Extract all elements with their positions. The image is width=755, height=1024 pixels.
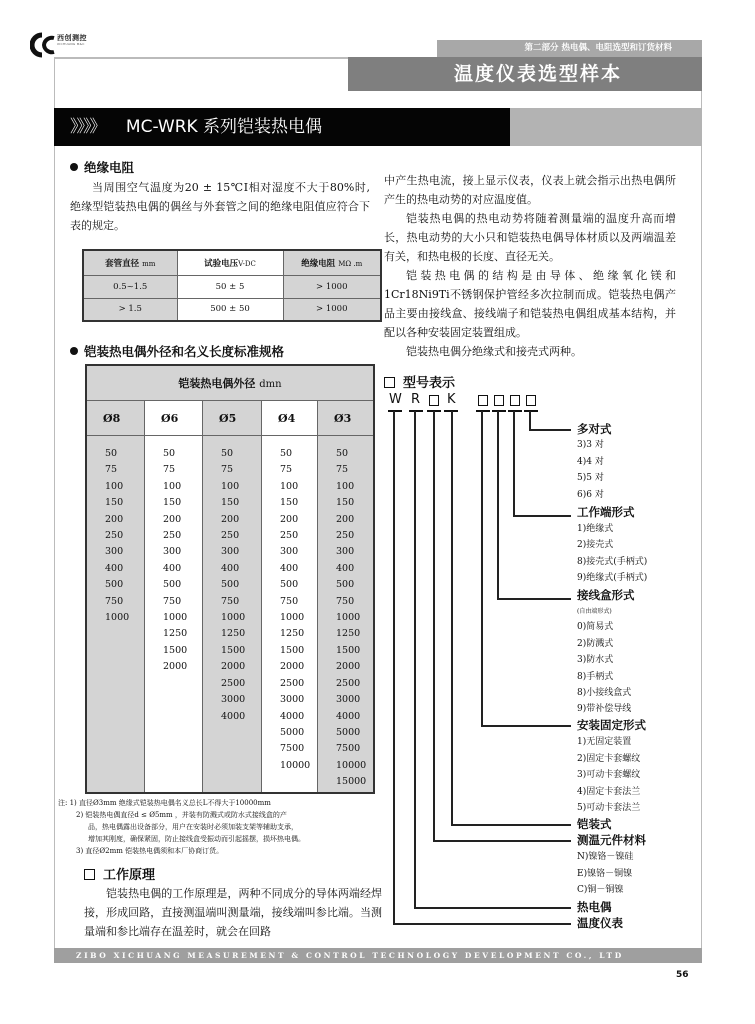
insulation-heading: 绝缘电阻 (70, 158, 134, 176)
code-placeholder-icon (429, 395, 439, 406)
length-value: 400 (221, 562, 240, 574)
length-value: 750 (163, 595, 182, 607)
length-value: 75 (221, 464, 234, 476)
length-value: 100 (280, 480, 299, 492)
principle-text-types: 铠装热电偶分绝缘式和接壳式两种。 (406, 345, 582, 358)
length-value: 250 (221, 530, 240, 542)
length-value: 100 (221, 480, 240, 492)
length-value: 2500 (280, 677, 305, 689)
principle-heading: 工作原理 (84, 864, 155, 883)
length-value: 1250 (221, 628, 246, 640)
length-value: 200 (336, 513, 355, 525)
lengths-heading: 铠装热电偶外径和名义长度标准规格 (70, 342, 284, 360)
length-value: 10000 (280, 759, 311, 771)
checkbox-square-icon (384, 377, 395, 388)
length-value: 5000 (280, 726, 305, 738)
length-value: 150 (336, 497, 355, 509)
length-column: Ø4 50 75 100 150 200 250 300 400 500 750 1000 1250 1500 2000 2500 3000 4000 5000 7500 10000 (262, 401, 318, 792)
length-value: 1500 (221, 644, 246, 656)
bullet-icon (70, 347, 78, 355)
length-value: 300 (336, 546, 355, 558)
lengths-table (85, 364, 375, 794)
principle-text: 铠装热电偶的工作原理是，两种不同成分的导体两端经焊接，形成回路，直接测温端叫测量端，接线端叫参比端。当测量端和参比端存在温差时，就会在回路 (84, 887, 382, 938)
length-value: 150 (280, 497, 299, 509)
table-row: > 1.5 500 ± 50 > 1000 (83, 298, 381, 321)
length-value: 50 (163, 448, 176, 459)
length-value: 75 (336, 464, 349, 476)
lengths-table-title: 铠装热电偶外径 dmn (87, 366, 373, 401)
length-value: 400 (163, 562, 182, 574)
group-label: 接线盒形式 (577, 588, 635, 602)
section-label: 第二部分 热电偶、电阻选型和订货材料 (437, 40, 702, 57)
arrows-icon: 》》》》 (70, 117, 105, 137)
length-value: 3000 (280, 694, 305, 706)
length-value: 500 (280, 579, 299, 591)
length-value: 7500 (336, 743, 361, 755)
length-value: 150 (221, 497, 240, 509)
length-value: 3000 (221, 694, 246, 706)
length-value: 300 (105, 546, 124, 558)
length-value: 150 (105, 497, 124, 509)
length-value: 250 (163, 530, 182, 542)
code-letter: R (411, 392, 421, 407)
length-value: 750 (221, 595, 240, 607)
length-value: 300 (280, 546, 299, 558)
length-value: 1500 (280, 644, 305, 656)
length-value: 1250 (163, 628, 188, 640)
length-value: 4000 (221, 710, 246, 722)
length-value: 1000 (336, 612, 361, 624)
length-value: 50 (280, 448, 293, 459)
length-value: 3000 (336, 694, 361, 706)
model-code-diagram: W R K 多对式 3)3 对 4)4 对 5)5 对 6)6 对 工作端形式 1)绝缘式 2)接壳式 8)接壳式(手柄式) 9)绝缘式(手柄式) 接线盒形式 (自由端形式) 0)简易式 2)防溅式 3)防水式 8)手柄式 8)小接线盒式 9)带补偿导线 安装固定形式 1)无固定装置 2)固定卡套螺纹 3)可动卡套螺纹 4)固定卡套法兰 5)可动卡套法兰 铠装式 测温元件材料 N)镍铬－镍硅 E)镍铬－铜镍 C)铜－铜镍 热电偶 温度仪表 (389, 392, 648, 930)
length-value: 50 (221, 448, 234, 459)
length-value: 1000 (221, 612, 246, 624)
code-letter: W (389, 392, 402, 407)
length-value: 250 (105, 530, 124, 542)
length-value: 400 (336, 562, 355, 574)
length-value: 4000 (336, 710, 361, 722)
length-value: 2000 (221, 661, 246, 673)
bullet-icon (70, 163, 78, 171)
length-value: 50 (105, 448, 118, 459)
length-value: 5000 (336, 726, 361, 738)
catalog-title: 温度仪表选型样本 (348, 57, 702, 91)
footer-company: ZIBO XICHUANG MEASUREMENT & CONTROL TECHNOLOGY DEVELOPMENT CO., LTD (54, 948, 702, 963)
col-header: 套管直径 mm (83, 250, 177, 275)
code-placeholder-icon (510, 395, 520, 406)
length-value: 400 (105, 562, 124, 574)
group-label: 铠装式 (577, 817, 612, 831)
logo-mark-icon (30, 32, 56, 58)
group-label: 多对式 (577, 422, 612, 436)
length-value: 250 (336, 530, 355, 542)
length-value: 2000 (336, 661, 361, 673)
logo-sub: XICHUANG M&C (57, 42, 85, 46)
group-label: 热电偶 (577, 900, 612, 914)
page-title (54, 108, 510, 146)
logo-brand: 西创测控 (57, 34, 87, 42)
length-value: 500 (336, 579, 355, 591)
length-column: Ø5 50 75 100 150 200 250 300 400 500 750 1000 1250 1500 2000 2500 3000 4000 (203, 401, 262, 792)
group-label: 工作端形式 (577, 505, 635, 519)
length-value: 150 (163, 497, 182, 509)
length-value: 1250 (280, 628, 305, 640)
group-label: 安装固定形式 (577, 718, 646, 732)
company-logo (30, 32, 120, 58)
length-value: 200 (221, 513, 240, 525)
length-value: 50 (336, 448, 349, 459)
insulation-text: 当周围空气温度为20 ± 15℃I相对湿度不大于80%时, 绝缘型铠装热电偶的偶丝与外套管之间的绝缘电阻值应符合下表的规定。 (70, 181, 370, 232)
length-value: 75 (105, 464, 118, 476)
principle-text-continued: 中产生热电流，接上显示仪表，仪表上就会指示出热电偶所产生的热电动势的对应温度值。 (384, 174, 676, 206)
length-value: 100 (336, 480, 355, 492)
principle-text-structure: 铠装热电偶的结构是由导体、绝缘氧化镁和1Cr18Ni9Ti不锈钢保护管经多次拉制而成。铠装热电偶产品主要由接线盒、接线端子和铠装热电偶组成基本结构，并配以各种安装固定装置组成。 (384, 269, 676, 339)
length-value: 1500 (336, 644, 361, 656)
page-number: 56 (676, 970, 689, 980)
length-value: 750 (105, 595, 124, 607)
code-placeholder-icon (526, 395, 536, 406)
code-placeholder-icon (478, 395, 488, 406)
length-value: 100 (105, 480, 124, 492)
col-header: 试验电压V-DC (177, 250, 283, 275)
length-value: 2000 (163, 661, 188, 673)
length-value: 500 (221, 579, 240, 591)
insulation-table (82, 249, 382, 322)
length-value: 200 (280, 513, 299, 525)
length-value: 200 (105, 513, 124, 525)
code-placeholder-icon (494, 395, 504, 406)
principle-text-emf: 铠装热电偶的热电动势将随着测量端的温度升高而增长，热电动势的大小只和铠装热电偶导体材质以及两端温差有关，和热电极的长度、直径无关。 (384, 212, 676, 263)
length-value: 4000 (280, 710, 305, 722)
length-value: 1000 (163, 612, 188, 624)
length-value: 1250 (336, 628, 361, 640)
length-value: 300 (163, 546, 182, 558)
length-value: 2000 (280, 661, 305, 673)
length-value: 2500 (221, 677, 246, 689)
length-value: 500 (105, 579, 124, 591)
length-value: 1000 (105, 612, 130, 624)
group-label: 温度仪表 (577, 916, 623, 930)
group-label: 测温元件材料 (577, 833, 646, 847)
length-value: 100 (163, 480, 182, 492)
length-value: 500 (163, 579, 182, 591)
page-title-text: MC-WRK 系列铠装热电偶 (125, 117, 323, 137)
length-value: 1500 (163, 644, 188, 656)
length-value: 2500 (336, 677, 361, 689)
length-column: Ø6 50 75 100 150 200 250 300 400 500 750 1000 1250 1500 2000 (145, 401, 203, 792)
length-value: 300 (221, 546, 240, 558)
model-heading: 型号表示 (384, 372, 455, 391)
length-value: 1000 (280, 612, 305, 624)
length-value: 75 (163, 464, 176, 476)
length-value: 15000 (336, 776, 367, 788)
table-row: 0.5~1.5 50 ± 5 > 1000 (83, 275, 381, 298)
length-value: 10000 (336, 759, 367, 771)
length-value: 7500 (280, 743, 305, 755)
col-header: 绝缘电阻 MΩ .m (283, 250, 381, 275)
length-value: 400 (280, 562, 299, 574)
code-letter: K (447, 392, 456, 407)
notes: 注: 1) 直径Ø3mm 绝缘式铠装热电偶名义总长L不得大于10000mm 2) 铠装热电偶直径d ≤ Ø5mm ，并装有防溅式或防水式接线盒的产 品，热电偶露出设备部分，用户在安装时必须加装支架等辅助支承， 增加其刚度，确保紧固，防止接线盒受振动而引起摇摆，损坏热电偶。 3) 直径Ø2mm 铠装热电偶须和本厂协商订货。 (58, 799, 305, 855)
length-value: 200 (163, 513, 182, 525)
length-column: Ø3 50 75 100 150 200 250 300 400 500 750 1000 1250 1500 2000 2500 3000 4000 5000 7500 10000 15000 (318, 401, 373, 792)
length-value: 750 (336, 595, 355, 607)
checkbox-square-icon (84, 869, 95, 880)
title-bar-accent (510, 108, 702, 146)
length-value: 750 (280, 595, 299, 607)
length-value: 250 (280, 530, 299, 542)
length-value: 75 (280, 464, 293, 476)
length-column: Ø8 50 75 100 150 200 250 300 400 500 750 1000 (87, 401, 145, 792)
